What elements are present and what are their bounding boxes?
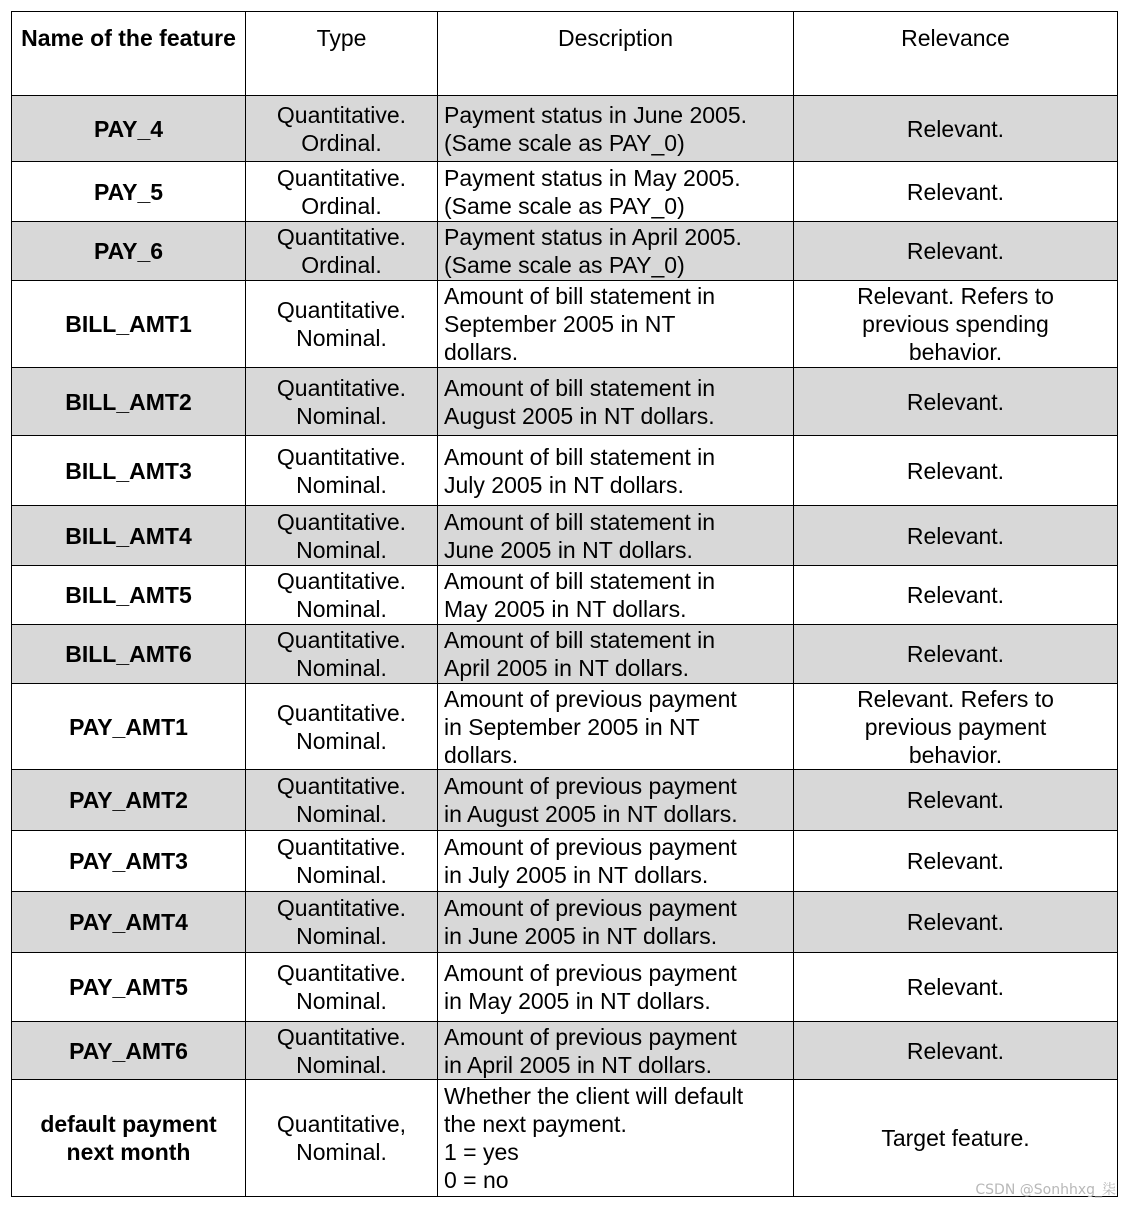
table-body [12, 96, 1118, 1197]
feature-relevance-line: Relevant. Refers to [857, 283, 1054, 309]
feature-type [246, 222, 438, 281]
feature-name: BILL_AMT4 [12, 506, 246, 566]
header-name: Name of the feature [12, 12, 246, 96]
feature-type [246, 566, 438, 625]
feature-relevance [794, 162, 1118, 222]
feature-description-line: June 2005 in NT dollars. [444, 536, 693, 563]
feature-type-line: Quantitative. [276, 1023, 407, 1050]
feature-type-line: Quantitative. [276, 297, 407, 323]
feature-relevance [794, 892, 1118, 953]
feature-description-line: Amount of previous payment [444, 895, 737, 921]
feature-type-line: Nominal. [296, 596, 387, 622]
feature-type-line: Quantitative. [276, 101, 407, 128]
feature-description-line: dollars. [444, 339, 519, 365]
feature-type [246, 892, 438, 953]
feature-description-line: May 2005 in NT dollars. [444, 596, 687, 622]
feature-relevance [794, 436, 1118, 506]
feature-type-line: Quantitative. [276, 568, 407, 594]
table-row [12, 368, 1118, 436]
table-row [12, 684, 1118, 770]
feature-description-line: Amount of previous payment [444, 685, 737, 712]
feature-type-line: Quantitative, [276, 1111, 407, 1137]
feature-relevance [794, 96, 1118, 162]
feature-name: PAY_AMT1 [12, 684, 246, 770]
feature-description-line: Amount of bill statement in [444, 374, 716, 401]
feature-description [438, 684, 794, 770]
feature-description-line: Payment status in May 2005. [444, 164, 741, 191]
feature-type-line: Nominal. [296, 325, 387, 351]
feature-type-line: Nominal. [296, 923, 387, 949]
feature-relevance-line: Relevant. [906, 909, 1005, 935]
feature-relevance-line: Relevant. [906, 238, 1005, 264]
feature-name: PAY_5 [12, 162, 246, 222]
feature-relevance-line: previous payment [864, 713, 1047, 740]
feature-type [246, 953, 438, 1022]
feature-description-line: Amount of bill statement in [444, 568, 716, 594]
feature-relevance [794, 1022, 1118, 1080]
feature-description-line: in April 2005 in NT dollars. [444, 1051, 713, 1078]
feature-relevance [794, 506, 1118, 566]
feature-description [438, 281, 794, 368]
feature-description-line: in September 2005 in NT [444, 713, 700, 740]
feature-type [246, 684, 438, 770]
feature-name: PAY_6 [12, 222, 246, 281]
feature-relevance-line: behavior. [908, 741, 1003, 768]
feature-relevance-line: Relevant. Refers to [857, 685, 1054, 712]
feature-relevance-line: Relevant. [906, 787, 1005, 813]
feature-type-line: Quantitative. [276, 164, 407, 191]
table-row [12, 506, 1118, 566]
feature-name: PAY_AMT4 [12, 892, 246, 953]
feature-relevance-line: Relevant. [906, 582, 1005, 608]
feature-description-line: August 2005 in NT dollars. [444, 402, 715, 429]
feature-description-line: Amount of bill statement in [444, 627, 716, 653]
feature-type-line: Nominal. [296, 471, 387, 498]
header-type: Type [246, 12, 438, 96]
feature-description-line: Amount of bill statement in [444, 283, 716, 309]
feature-description-line: Whether the client will default [444, 1083, 744, 1109]
feature-description-line: in May 2005 in NT dollars. [444, 988, 711, 1014]
feature-description-line: September 2005 in NT [444, 311, 676, 337]
table-row [12, 625, 1118, 684]
feature-type [246, 96, 438, 162]
watermark: CSDN @Sonhhxg_柒 [975, 1182, 1116, 1198]
feature-description [438, 506, 794, 566]
feature-relevance-line: previous spending [862, 311, 1049, 337]
feature-type [246, 162, 438, 222]
feature-description [438, 96, 794, 162]
feature-description-line: Amount of previous payment [444, 834, 737, 860]
table-row [12, 831, 1118, 892]
feature-name: PAY_AMT3 [12, 831, 246, 892]
feature-description-line: 1 = yes [444, 1139, 519, 1165]
feature-type [246, 1080, 438, 1197]
feature-description [438, 953, 794, 1022]
feature-description [438, 368, 794, 436]
feature-type [246, 770, 438, 831]
feature-description [438, 831, 794, 892]
feature-description-line: in June 2005 in NT dollars. [444, 923, 718, 949]
table-row [12, 96, 1118, 162]
feature-description [438, 1022, 794, 1080]
table-row [12, 281, 1118, 368]
feature-description-line: Amount of previous payment [444, 960, 737, 986]
table-row [12, 222, 1118, 281]
feature-description-line: July 2005 in NT dollars. [444, 471, 684, 498]
feature-type-line: Quantitative. [276, 627, 407, 653]
feature-type-line: Ordinal. [301, 192, 382, 219]
feature-type-line: Quantitative. [276, 834, 407, 860]
feature-relevance-line: Relevant. [906, 457, 1005, 484]
feature-description-line: (Same scale as PAY_0) [444, 252, 685, 278]
feature-relevance-line: Relevant. [906, 178, 1005, 205]
feature-description [438, 566, 794, 625]
feature-name: BILL_AMT3 [12, 436, 246, 506]
feature-type-line: Quantitative. [276, 699, 407, 726]
feature-relevance [794, 566, 1118, 625]
feature-name: BILL_AMT2 [12, 368, 246, 436]
feature-type-line: Ordinal. [301, 252, 382, 278]
feature-type-line: Nominal. [296, 655, 387, 681]
table-row [12, 953, 1118, 1022]
table-row [12, 892, 1118, 953]
feature-description-line: in July 2005 in NT dollars. [444, 862, 709, 888]
feature-description-line: April 2005 in NT dollars. [444, 655, 690, 681]
feature-name: PAY_AMT2 [12, 770, 246, 831]
table-row [12, 566, 1118, 625]
feature-relevance [794, 222, 1118, 281]
feature-relevance [794, 368, 1118, 436]
feature-description-line: Amount of bill statement in [444, 443, 716, 470]
feature-type-line: Nominal. [296, 988, 387, 1014]
feature-relevance-line: Relevant. [906, 974, 1005, 1000]
feature-name: BILL_AMT6 [12, 625, 246, 684]
feature-type [246, 506, 438, 566]
feature-type [246, 281, 438, 368]
feature-type-line: Quantitative. [276, 773, 407, 799]
feature-relevance [794, 684, 1118, 770]
feature-description-line: the next payment. [444, 1111, 627, 1137]
feature-name: BILL_AMT1 [12, 281, 246, 368]
feature-type-line: Quantitative. [276, 224, 407, 250]
feature-type-line: Quantitative. [276, 895, 407, 921]
feature-type-line: Quantitative. [276, 443, 407, 470]
feature-table [11, 11, 1118, 1197]
feature-type [246, 625, 438, 684]
feature-type-line: Nominal. [296, 1139, 387, 1165]
feature-type-line: Quantitative. [276, 508, 407, 535]
feature-relevance [794, 953, 1118, 1022]
feature-description-line: Amount of bill statement in [444, 508, 716, 535]
feature-description-line: Payment status in June 2005. [444, 101, 748, 128]
header-relevance: Relevance [794, 12, 1118, 96]
table-header-row [12, 12, 1118, 96]
feature-type [246, 831, 438, 892]
table-row [12, 1022, 1118, 1080]
feature-relevance-line: Target feature. [881, 1125, 1030, 1151]
feature-type-line: Ordinal. [301, 129, 382, 156]
feature-type [246, 1022, 438, 1080]
feature-type-line: Nominal. [296, 801, 387, 827]
feature-type-line: Nominal. [296, 862, 387, 888]
feature-name: PAY_AMT6 [12, 1022, 246, 1080]
table-row [12, 1080, 1118, 1197]
feature-type [246, 436, 438, 506]
feature-name: default payment next month [12, 1080, 246, 1197]
feature-type-line: Nominal. [296, 727, 387, 754]
feature-type-line: Quantitative. [276, 960, 407, 986]
feature-type-line: Nominal. [296, 536, 387, 563]
feature-relevance-line: Relevant. [906, 522, 1005, 549]
table-row [12, 436, 1118, 506]
feature-description [438, 770, 794, 831]
feature-description-line: Payment status in April 2005. [444, 224, 742, 250]
feature-description-line: Amount of previous payment [444, 773, 737, 799]
feature-description-line: (Same scale as PAY_0) [444, 192, 685, 219]
feature-relevance [794, 625, 1118, 684]
feature-relevance-line: Relevant. [906, 1037, 1005, 1064]
header-description: Description [438, 12, 794, 96]
feature-description [438, 1080, 794, 1197]
feature-relevance-line: Relevant. [906, 388, 1005, 415]
feature-relevance-line: Relevant. [906, 641, 1005, 667]
feature-description-line: dollars. [444, 741, 519, 768]
feature-description-line: Amount of previous payment [444, 1023, 737, 1050]
feature-description-line: 0 = no [444, 1167, 509, 1193]
feature-type-line: Nominal. [296, 402, 387, 429]
feature-type-line: Nominal. [296, 1051, 387, 1078]
feature-description [438, 436, 794, 506]
feature-relevance [794, 770, 1118, 831]
feature-relevance-line: behavior. [908, 339, 1003, 365]
feature-description [438, 162, 794, 222]
feature-description-line: in August 2005 in NT dollars. [444, 801, 738, 827]
feature-name: PAY_4 [12, 96, 246, 162]
feature-type [246, 368, 438, 436]
feature-relevance [794, 281, 1118, 368]
table-row [12, 770, 1118, 831]
feature-description [438, 892, 794, 953]
feature-description [438, 222, 794, 281]
feature-name: BILL_AMT5 [12, 566, 246, 625]
feature-relevance [794, 831, 1118, 892]
feature-name: PAY_AMT5 [12, 953, 246, 1022]
feature-relevance-line: Relevant. [906, 848, 1005, 874]
feature-description [438, 625, 794, 684]
feature-type-line: Quantitative. [276, 374, 407, 401]
feature-relevance-line: Relevant. [906, 115, 1005, 142]
table-row [12, 162, 1118, 222]
feature-description-line: (Same scale as PAY_0) [444, 129, 685, 156]
